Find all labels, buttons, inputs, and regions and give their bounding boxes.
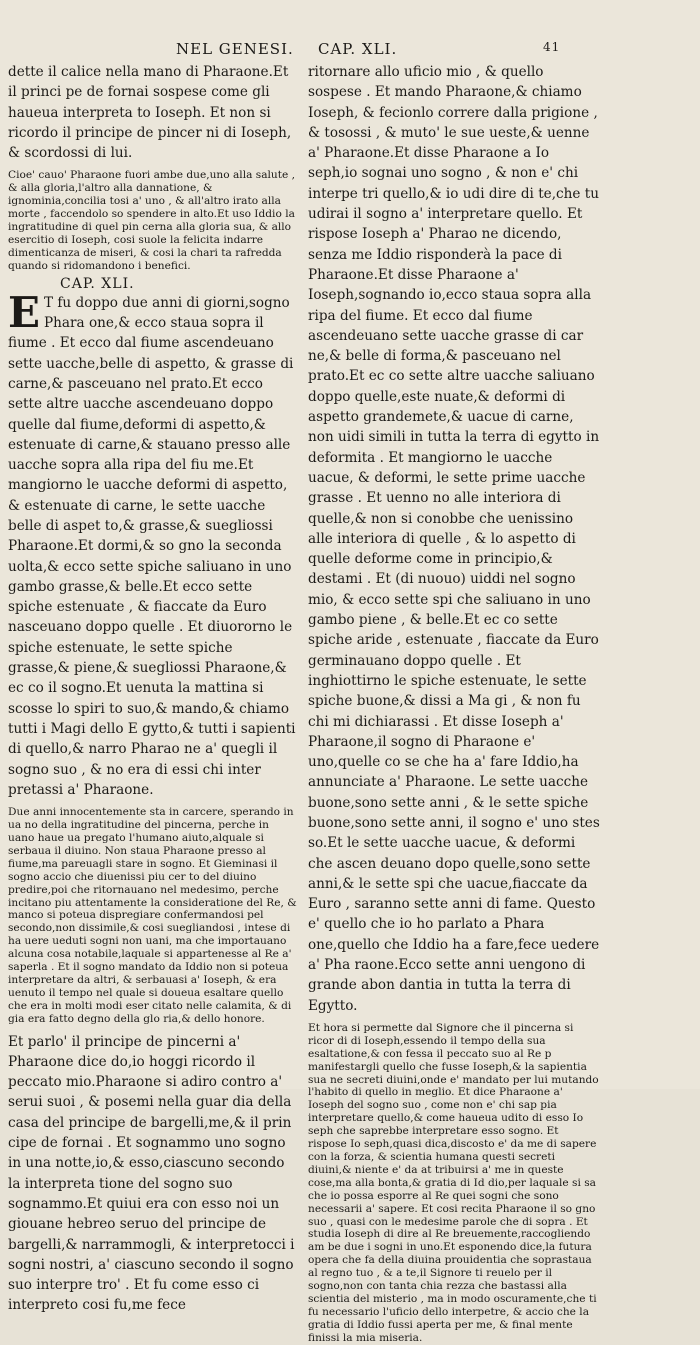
folio-number: 41 (543, 40, 561, 54)
scripture-text-2 (8, 287, 298, 800)
drop-capital: E (8, 287, 41, 337)
page-header (0, 40, 700, 62)
running-title: NEL GENESI. (176, 40, 294, 58)
scripture-text-right: ritornare allo uficio mio , & quello sospese . Et mando Pharaone,& chiamo Ioseph, & fecionlo correre dalla prigione , & tosossi , & muto' le sue ueste,& uenne a' Pharaone.Et disse Pharaone a Io seph,io sognai uno sogno , & non e' chi interpe tri quello,& io udi dire di te,che tu udirai il sogno a' interpretare quello. Et rispose Ioseph a' Pharao ne dicendo, senza me Iddio risponderà la pace di Pharaone.Et disse Pharaone a' Ioseph,sognando io,ecco staua sopra alla ripa del fiume. Et ecco dal fiume ascendeuano sette uacche grasse di car ne,& belle di forma,& pasceuano nel prato.Et ec co sette altre uacche saliuano doppo quelle,este nuate,& deformi di aspetto grandemete,& uacue di carne, non uidi simili in tutta la terra di egytto in deformita . Et mangiorno le uacche uacue, & deformi, le sette prime uacche grasse . Et uenno no alle interiora di quelle,& non si conobbe che uenissino alle interiora di quelle , & lo aspetto di quelle deforme come in principio,& destami . Et (di nuouo) uiddi nel sogno mio, & ecco sette spi che saliuano in uno gambo piene , & belle.Et ec co sette spiche aride , estenuate , fiaccate da Euro germinauano doppo quelle . Et inghiottirno le spiche estenuate, le sette spiche buone,& dissi a Ma gi , & non fu chi mi dichiarassi . Et disse Ioseph a' Pharaone,il sogno di Pharaone e' uno,quelle co se che ha a' fare Iddio,ha annunciate a' Pharaone. Le sette uacche buone,sono sette anni , & le sette spiche buone,sono sette anni, il sogno e' uno stes so.Et le sette uacche uacue, & deformi che ascen deuano dopo quelle,sono sette anni,& le sette spi che uacue,fiaccate da Euro , saranno sette anni di fame. Questo e' quello che io ho parlato a Phara one,quello che Iddio ha a fare,fece uedere a' Pha raone.Ecco sette anni uengono di grande abon dantia in tutta la terra di Egytto. (308, 64, 600, 1014)
chapter-heading: CAP. XLI. (60, 275, 135, 292)
header-chapter: CAP. XLI. (318, 40, 398, 58)
right-column (308, 62, 600, 1345)
commentary-right: Et hora si permette dal Signore che il pincerna si ricor di di Ioseph,essendo il tempo della sua esaltatione,& con fessa il peccato suo al Re p manifestargli quello che fusse Ioseph,& la sapientia sua ne secreti diuini,onde e' mandato per lui mutando l'habito di quello in meglio. Et dice Pharaone a' Ioseph del sogno suo , come non e' chi sap pia interpretare quello,& come haueua udito di esso Io seph che saprebbe interpretare esso sogno. Et rispose Io seph,quasi dica,discosto e' da me di sapere con la forza, & scientia humana questi secreti diuini,& niente e' da at tribuirsi a' me in queste cose,ma alla bonta,& gratia di Id dio,per laquale si sa che io possa esporre al Re quei sogni che sono necessarii a' sapere. Et cosi recita Pharaone il so gno suo , quasi con le medesime parole che di sopra . Et studia Ioseph di dire al Re breuemente,raccogliendo am be due i sogni in uno.Et esponendo dice,la futura opera che fa della diuina prouidentia che soprastaua al regno tuo , & a te,il Signore ti reuelo per il sogno,non con tanta chia rezza che bastassi alla scientia del misterio , ma in modo oscuramente,che ti fu necessario l'uficio dello interpetre, & accio che la gratia di Iddio fussi aperta per me, & final mente finissi la mia miseria. (308, 1021, 599, 1344)
left-column (8, 62, 298, 1316)
scripture-text-3: Et parlo' il principe de pincerni a' Pharaone dice do,io hoggi ricordo il peccato mio.Pharaone si adiro contro a' serui suoi , & posemi nella guar dia della casa del principe de bargelli,me,& il prin cipe de fornai . Et sognammo uno sogno in una notte,io,& esso,ciascuno secondo la interpreta tione del sogno suo sognammo.Et quiui era con esso noi un giouane hebreo seruo del principe de bargelli,& narrammogli, & interpretocci i sogni nostri, a' ciascuno secondo il sogno suo interpre tro' . Et fu come esso ci interpreto cosi fu,me fece (8, 1033, 295, 1314)
scripture-text-1: dette il calice nella mano di Pharaone.Et il princi pe de fornai sospese come gli haueua interpreta to Ioseph. Et non si ricordo il principe de pincer ni di Ioseph, & scordossi di lui. (8, 64, 292, 162)
scripture-text-2-body: T fu doppo due anni di giorni,sogno Phara one,& ecco staua sopra il fiume . Et ecco dal fiume ascendeuano sette uacche,belle di aspetto, & grasse di carne,& pasceuano nel prato.Et ecco sette altre uacche ascendeuano doppo quelle dal fiume,deformi di aspetto,& estenuate di carne,& stauano presso alle uacche sopra alla ripa del fiu me.Et mangiorno le uacche deformi di aspetto, & estenuate di carne, le sette uacche belle di aspet to,& grasse,& suegliossi Pharaone.Et dormi,& so gno la seconda uolta,& ecco sette spiche saliuano in uno gambo grasse,& belle.Et ecco sette spiche estenuate , & fiaccate da Euro nasceuano doppo quelle . Et diuororno le spiche estenuate, le sette spiche grasse,& piene,& suegliossi Pharaone,& ec co il sogno.Et uenuta la mattina si scosse lo spiri to suo,& mando,& chiamo tutti i Magi dello E gytto,& tutti i sapienti di quello,& narro Pharao ne a' quegli il sogno suo , & no era di essi chi inter pretassi a' Pharaone. (8, 294, 296, 798)
commentary-2: Due anni innocentemente sta in carcere, sperando in ua no della ingratitudine del pincerna, perche in uano haue ua pregato l'humano aiuto,alquale si serbaua il diuino. Non staua Pharaone presso al fiume,ma pareuagli stare in sogno. Et Gieminasi il sogno accio che diuenissi piu cer to del diuino predire,poi che ritornauano nel medesimo, perche incitano piu attentamente la consideratione del Re, & manco si poteua dispregiare confermandosi pel secondo,non dissimile,& cosi suegliandosi , intese di ha uere ueduti sogni non uani, ma che importauano alcuna cosa notabile,laquale si appartenesse al Re a' saperla . Et il sogno mandato da Iddio non si poteua interpretare da altri, & serbauasi a' Ioseph, & era uenuto il tempo nel quale si doueua esaltare quello che era in molti modi eser citato nelle calamita, & di gia era fatto degno della glo ria,& dello honore. (8, 806, 297, 1025)
commentary-1: Cioe' cauo' Pharaone fuori ambe due,uno alla salute , & alla gloria,l'altro alla dannatione, & ignominia,concilia tosi a' uno , & all'altro irato alla morte , faccendolo so spendere in alto.Et uso Iddio la ingratitudine di quel pin cerna alla gloria sua, & allo esercitio di Ioseph, cosi suole la felicita indarre dimenticanza de miseri, & cosi la chari ta rafredda quando si ridomandono i benefici. (8, 169, 295, 272)
